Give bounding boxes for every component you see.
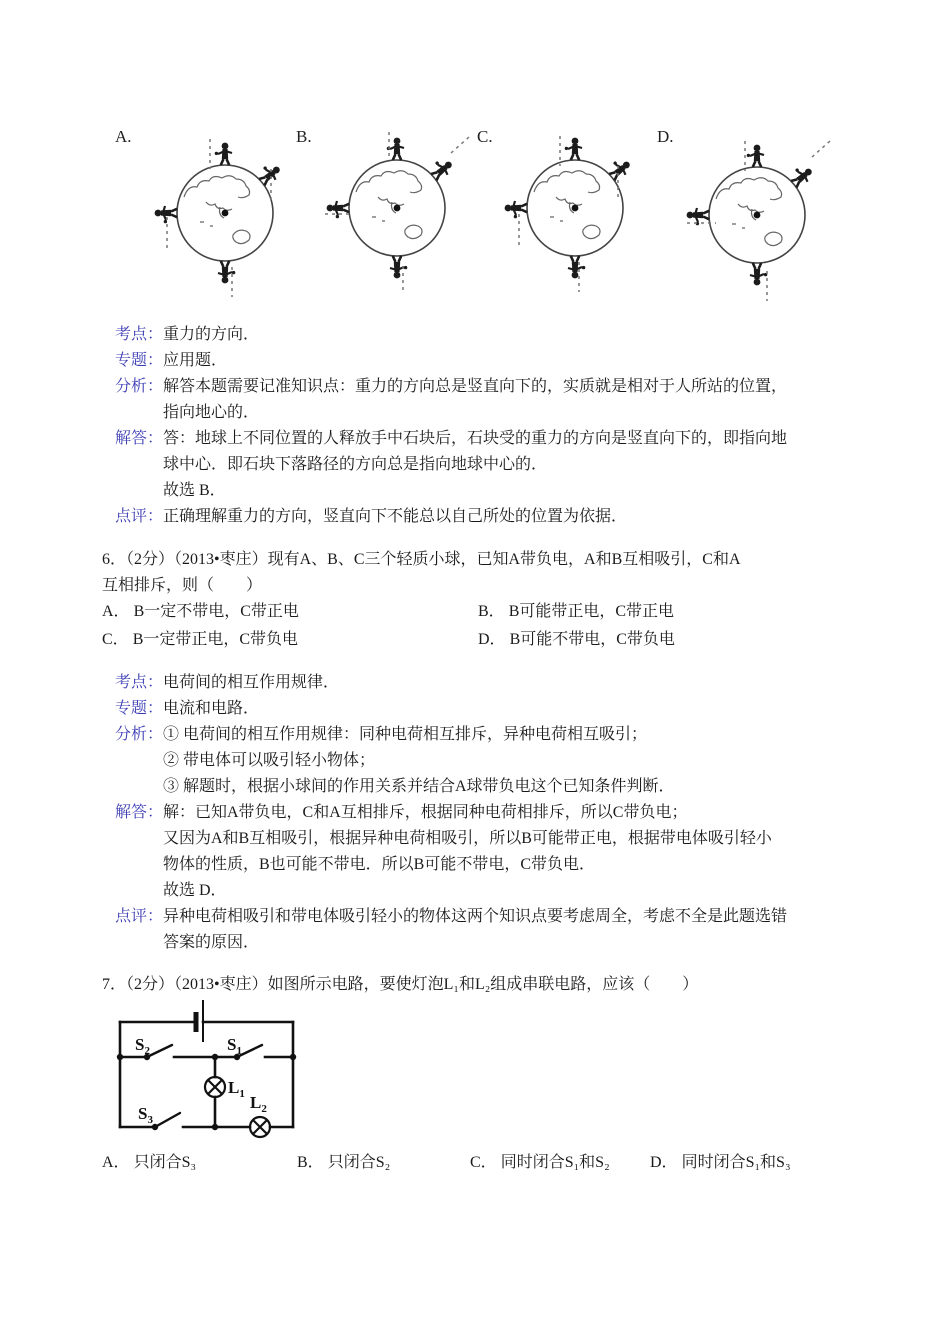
explain-text: 答：地球上不同位置的人释放手中石块后，石块受的重力的方向是竖直向下的，即指向地	[163, 430, 788, 447]
circuit-diagram	[100, 1000, 300, 1158]
figure-option-d-label: D.	[657, 127, 674, 146]
explain-row-fenxi	[115, 722, 875, 800]
explain-text: 故选 B．	[163, 482, 226, 499]
explain-row-kaodian	[115, 322, 875, 348]
figure-option-a-label: A.	[115, 127, 132, 146]
q7-option-b: B． 只闭合S₂	[297, 1154, 391, 1171]
explain-label: 专题：	[115, 352, 164, 369]
explain-text: 故选 D．	[163, 882, 227, 899]
explain-label: 点评：	[115, 908, 164, 925]
question-6-stem-line2: 互相排斥，则（ ）	[102, 577, 263, 594]
explain-text: 重力的方向．	[163, 326, 260, 343]
q7-option-c: C． 同时闭合S₁和S₂	[470, 1154, 610, 1171]
explain-row-kaodian	[115, 670, 875, 696]
question-6-stem	[102, 547, 741, 599]
lamp-l2-label: $L_2$	[250, 1093, 267, 1115]
explain-text: 正确理解重力的方向，竖直向下不能总以自己所处的位置为依据．	[163, 508, 628, 525]
switch-s3-label: $S_3$	[138, 1104, 153, 1126]
explain-row-dianping	[115, 504, 875, 530]
explain-label: 分析：	[115, 378, 164, 395]
explain-text: 又因为A和B互相吸引，根据异种电荷相吸引，所以B可能带正电，根据带电体吸引轻小	[163, 830, 772, 847]
figure-option-c-label: C.	[477, 127, 493, 146]
explain-text: 电流和电路．	[163, 700, 260, 717]
lamp-l1-icon	[205, 1077, 225, 1097]
lamp-l1-label: $L_1$	[228, 1078, 245, 1100]
explain-label: 专题：	[115, 700, 164, 717]
q6-option-c: C． B一定带正电，C带负电	[102, 631, 299, 648]
explain-text: ② 带电体可以吸引轻小物体；	[163, 752, 376, 769]
person-icon	[327, 138, 456, 279]
explain-text: ① 电荷间的相互作用规律：同种电荷相互排斥，异种电荷相互吸引；	[163, 726, 648, 743]
q6-option-a: A． B一定不带电，C带正电	[102, 603, 299, 620]
explain-row-fenxi	[115, 374, 875, 426]
question-6-stem-line1: 6．（2分）（2013•枣庄）现有A、B、C三个轻质小球，已知A带负电，A和B互相吸引，C和A	[102, 551, 741, 568]
q6-explanation-block	[115, 670, 875, 956]
explain-text: 指向地心的．	[163, 404, 260, 421]
explain-text: 解：已知A带负电，C和A互相排斥，根据同种电荷相排斥，所以C带负电；	[163, 804, 688, 821]
earth-figure-option-b	[312, 120, 482, 298]
q6-option-b: B． B可能带正电，C带正电	[478, 603, 675, 620]
q7-option-d: D． 同时闭合S₁和S₃	[650, 1154, 791, 1171]
explain-row-jieda	[115, 800, 875, 904]
explain-text: 异种电荷相吸引和带电体吸引轻小的物体这两个知识点要考虑周全，考虑不全是此题选错	[163, 908, 788, 925]
switch-s2-blade	[147, 1045, 172, 1057]
explain-row-dianping	[115, 904, 875, 956]
figure-option-b-label: B.	[296, 127, 312, 146]
explain-label: 考点：	[115, 326, 164, 343]
explain-row-zhuanti	[115, 696, 875, 722]
switch-s2-label: $S_2$	[135, 1035, 150, 1057]
explain-text: 球中心．即石块下落路径的方向总是指向地球中心的．	[163, 456, 548, 473]
lamp-l2-icon	[250, 1117, 270, 1137]
person-icon	[155, 143, 284, 284]
q7-option-a: A． 只闭合S₃	[102, 1154, 197, 1171]
switch-s1-label: $S_1$	[227, 1035, 242, 1057]
explain-row-jieda	[115, 426, 875, 504]
earth-figure-option-a	[140, 125, 310, 303]
person-icon	[505, 138, 634, 279]
explain-label: 点评：	[115, 508, 164, 525]
q6-option-d: D． B可能不带电，C带负电	[478, 631, 675, 648]
explain-label: 考点：	[115, 674, 164, 691]
explain-text: 答案的原因．	[163, 934, 260, 951]
explain-row-zhuanti	[115, 348, 875, 374]
explain-text: ③ 解题时，根据小球间的作用关系并结合A球带负电这个已知条件判断．	[163, 778, 675, 795]
explain-text: 电荷间的相互作用规律．	[163, 674, 340, 691]
explain-text: 解答本题需要记准知识点：重力的方向总是竖直向下的，实质就是相对于人所站的位置，	[163, 378, 788, 395]
person-icon	[687, 145, 816, 286]
q5-explanation-block	[115, 322, 875, 530]
switch-s3-blade	[155, 1113, 180, 1127]
explain-label: 解答：	[115, 430, 164, 447]
explain-text: 物体的性质，B也可能不带电．所以B可能不带电，C带负电．	[163, 856, 596, 873]
question-7-stem: 7．（2分）（2013•枣庄）如图所示电路，要使灯泡L₁和L₂组成串联电路，应该（ ）	[102, 976, 699, 993]
explain-text: 应用题．	[163, 352, 228, 369]
explain-label: 解答：	[115, 804, 164, 821]
earth-figure-option-c	[490, 120, 660, 298]
explain-label: 分析：	[115, 726, 164, 743]
earth-figure-option-d	[672, 127, 842, 305]
